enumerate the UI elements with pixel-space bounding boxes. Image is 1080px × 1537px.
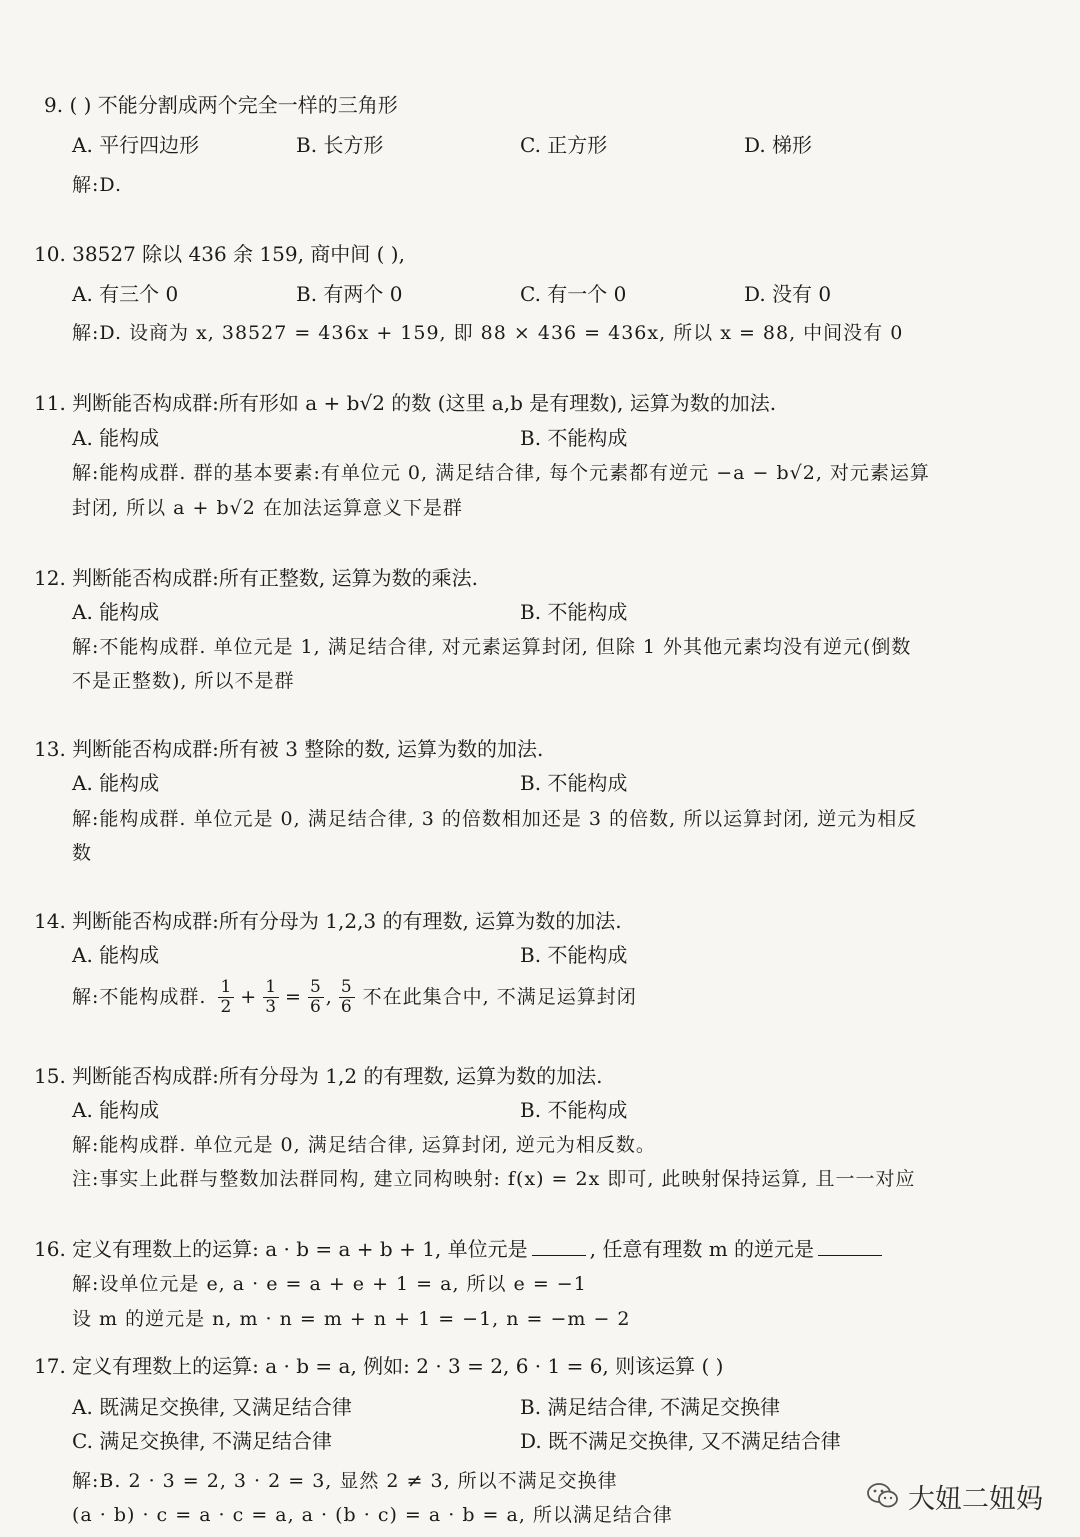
q11-solution-line2: 封闭, 所以 a + b√2 在加法运算意义下是群 <box>72 497 463 519</box>
q17-solution-line2: (a · b) · c = a · c = a, a · (b · c) = a · b = a, 所以满足结合律 <box>72 1504 673 1526</box>
q9-solution: 解:D. <box>72 174 122 196</box>
q10-option-c: C. 有一个 0 <box>520 282 627 306</box>
wechat-icon <box>866 1481 900 1511</box>
q10-stem: 10. 38527 除以 436 余 159, 商中间 ( ), <box>34 242 405 266</box>
q9-stem: 9. ( ) 不能分割成两个完全一样的三角形 <box>44 93 398 117</box>
q12-solution-line1: 解:不能构成群. 单位元是 1, 满足结合律, 对元素运算封闭, 但除 1 外其他元素均没有逆元(倒数 <box>72 636 912 658</box>
q9-option-b: B. 长方形 <box>296 133 384 157</box>
q9-option-a: A. 平行四边形 <box>72 133 200 157</box>
q16-solution-line2: 设 m 的逆元是 n, m · n = m + n + 1 = −1, n = −m − 2 <box>72 1308 631 1330</box>
q14-solution: 解:不能构成群. $\frac{1}{2}$ + $\frac{1}{3}$ = $\frac{5}{6}$ , $\frac{5}{6}$ 不在此集合中, 不满足运算封闭 <box>72 974 637 1020</box>
q9-option-d: D. 梯形 <box>744 133 813 157</box>
q12-solution-line2: 不是正整数), 所以不是群 <box>72 670 295 692</box>
q16-blank-identity <box>532 1237 586 1256</box>
q15-solution: 解:能构成群. 单位元是 0, 满足结合律, 运算封闭, 逆元为相反数。 <box>72 1134 656 1156</box>
fraction-5-6-b: $\frac{5}{6}$ <box>340 976 353 1017</box>
watermark <box>866 1476 1043 1516</box>
q16-stem-b: , 任意有理数 m 的逆元是 <box>589 1237 815 1261</box>
q12-option-a: A. 能构成 <box>72 600 160 624</box>
q16-blank-inverse <box>818 1237 882 1256</box>
q14-solution-suffix: 不在此集合中, 不满足运算封闭 <box>362 986 637 1008</box>
q17-option-b: B. 满足结合律, 不满足交换律 <box>520 1395 781 1419</box>
q16-stem <box>34 1236 886 1262</box>
q17-option-a: A. 既满足交换律, 又满足结合律 <box>72 1395 352 1419</box>
q11-solution-line1: 解:能构成群. 群的基本要素:有单位元 0, 满足结合律, 每个元素都有逆元 −a − b√2, 对元素运算 <box>72 462 930 484</box>
q13-stem: 13. 判断能否构成群:所有被 3 整除的数, 运算为数的加法. <box>34 737 544 761</box>
q13-option-b: B. 不能构成 <box>520 771 628 795</box>
q12-option-b: B. 不能构成 <box>520 600 628 624</box>
q17-option-c: C. 满足交换律, 不满足结合律 <box>72 1429 333 1453</box>
q13-solution-line2: 数 <box>72 842 93 864</box>
q15-option-b: B. 不能构成 <box>520 1098 628 1122</box>
watermark-text: 大妞二妞妈 <box>908 1483 1043 1515</box>
q14-stem: 14. 判断能否构成群:所有分母为 1,2,3 的有理数, 运算为数的加法. <box>34 909 622 933</box>
q16-solution-line1: 解:设单位元是 e, a · e = a + e + 1 = a, 所以 e = −1 <box>72 1273 587 1295</box>
q9-option-c: C. 正方形 <box>520 133 608 157</box>
q15-stem: 15. 判断能否构成群:所有分母为 1,2 的有理数, 运算为数的加法. <box>34 1064 603 1088</box>
q10-solution: 解:D. 设商为 x, 38527 = 436x + 159, 即 88 × 436 = 436x, 所以 x = 88, 中间没有 0 <box>72 322 904 344</box>
q13-solution-line1: 解:能构成群. 单位元是 0, 满足结合律, 3 的倍数相加还是 3 的倍数, 所以运算封闭, 逆元为相反 <box>72 808 918 830</box>
q11-option-a: A. 能构成 <box>72 426 160 450</box>
fraction-5-6: $\frac{5}{6}$ <box>309 976 322 1017</box>
fraction-1-3: $\frac{1}{3}$ <box>265 976 278 1017</box>
q12-stem: 12. 判断能否构成群:所有正整数, 运算为数的乘法. <box>34 566 478 590</box>
q14-option-a: A. 能构成 <box>72 943 160 967</box>
q15-option-a: A. 能构成 <box>72 1098 160 1122</box>
q13-option-a: A. 能构成 <box>72 771 160 795</box>
q16-stem-a: 16. 定义有理数上的运算: a · b = a + b + 1, 单位元是 <box>34 1237 528 1261</box>
fraction-1-2: $\frac{1}{2}$ <box>220 976 233 1017</box>
q14-option-b: B. 不能构成 <box>520 943 628 967</box>
q10-option-d: D. 没有 0 <box>744 282 832 306</box>
q11-stem: 11. 判断能否构成群:所有形如 a + b√2 的数 (这里 a,b 是有理数), 运算为数的加法. <box>34 391 777 415</box>
q10-option-a: A. 有三个 0 <box>72 282 179 306</box>
q17-stem: 17. 定义有理数上的运算: a · b = a, 例如: 2 · 3 = 2, 6 · 1 = 6, 则该运算 ( ) <box>34 1354 724 1378</box>
q14-solution-prefix: 解:不能构成群. <box>72 986 207 1008</box>
q17-option-d: D. 既不满足交换律, 又不满足结合律 <box>520 1429 841 1453</box>
q11-option-b: B. 不能构成 <box>520 426 628 450</box>
q15-note: 注:事实上此群与整数加法群同构, 建立同构映射: f(x) = 2x 即可, 此映射保持运算, 且一一对应 <box>72 1168 916 1190</box>
q17-solution-line1: 解:B. 2 · 3 = 2, 3 · 2 = 3, 显然 2 ≠ 3, 所以不满足交换律 <box>72 1470 618 1492</box>
q10-option-b: B. 有两个 0 <box>296 282 403 306</box>
